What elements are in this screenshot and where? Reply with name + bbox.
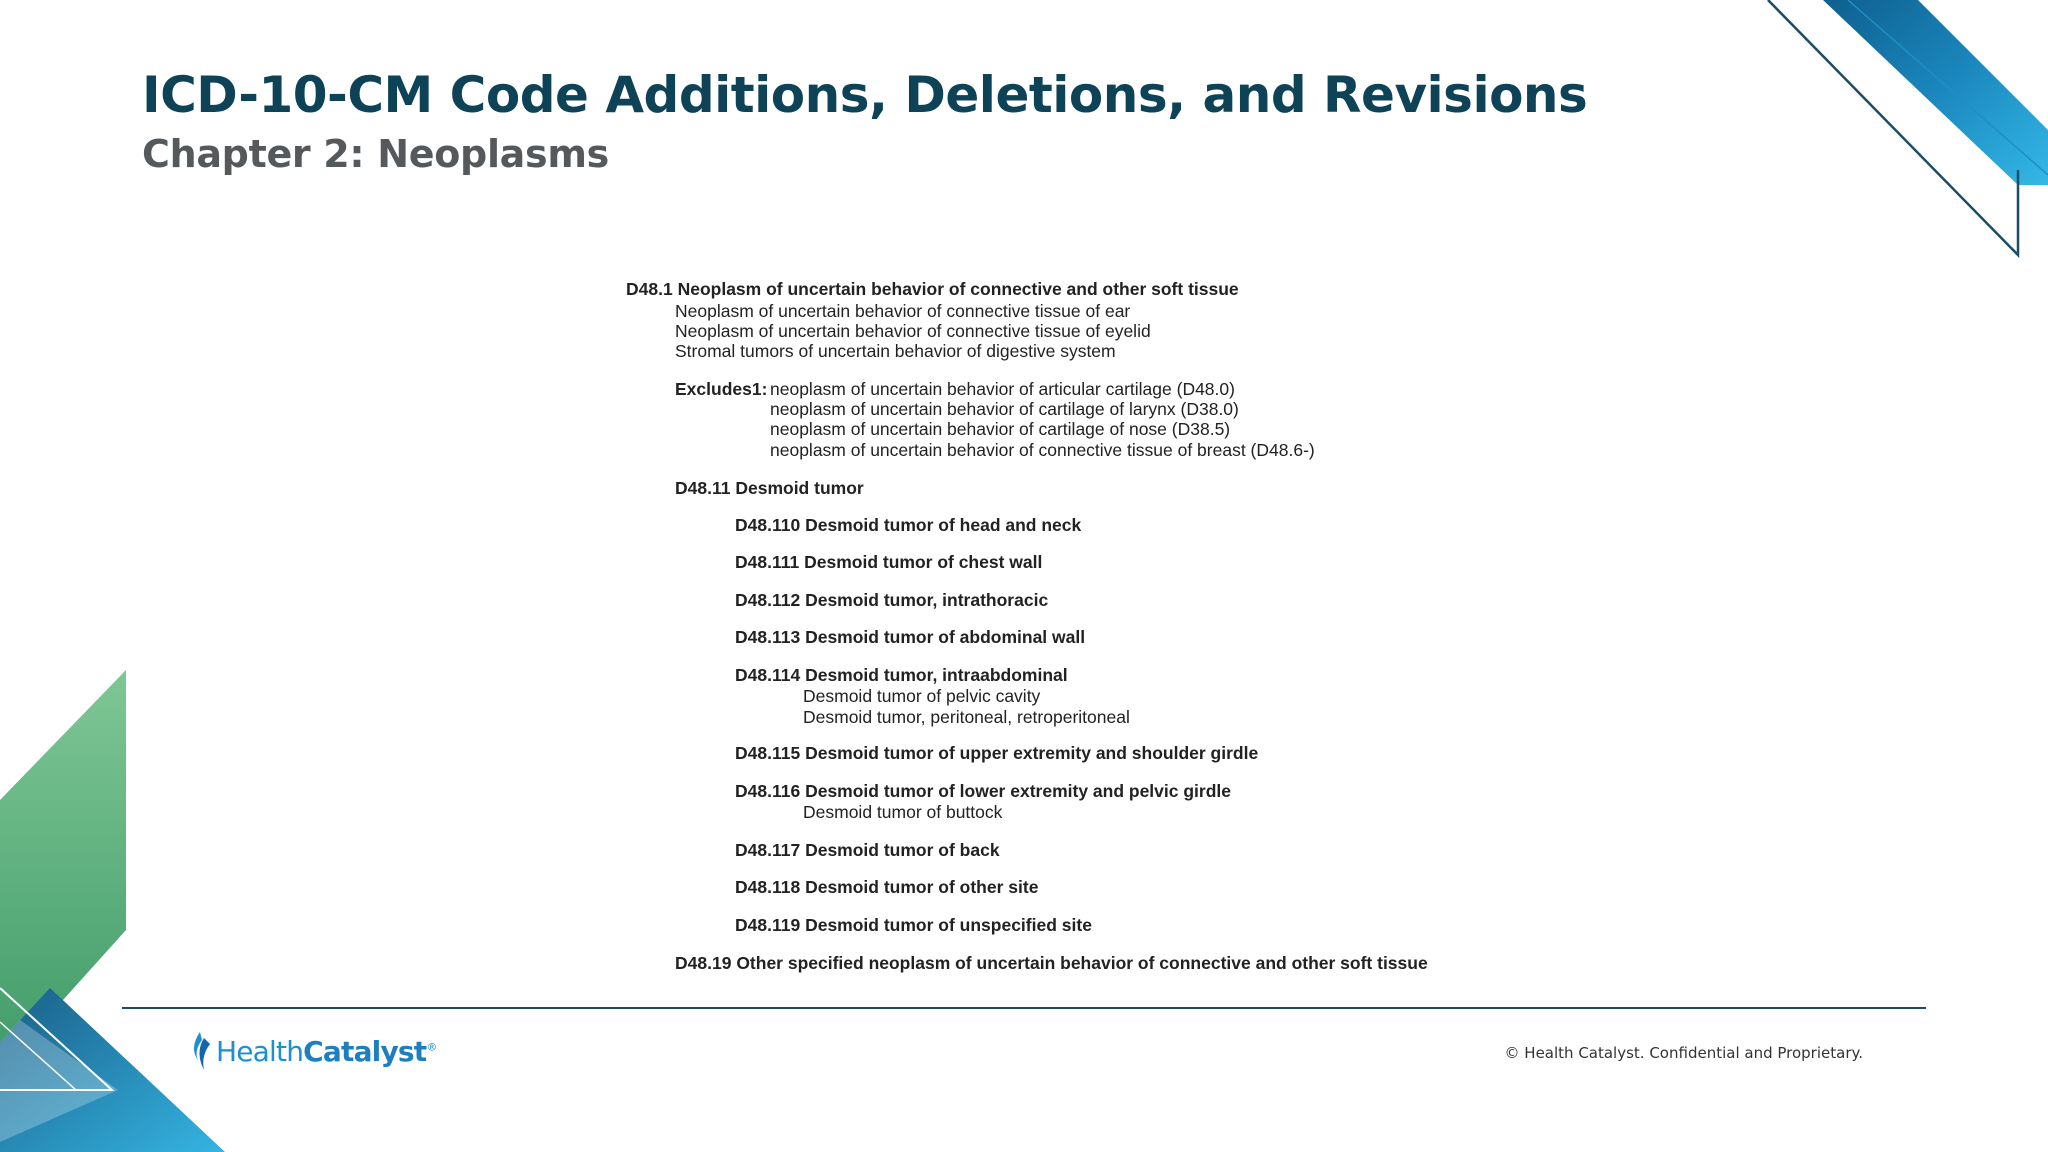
inclusion-term: Desmoid tumor, peritoneal, retroperitoneal (803, 707, 1130, 727)
code-number: D48.111 (735, 552, 800, 572)
code-description: Desmoid tumor (735, 478, 864, 498)
code-number: D48.112 (735, 590, 801, 610)
slide-title: ICD-10-CM Code Additions, Deletions, and Revisions (142, 66, 1588, 124)
copyright-notice: © Health Catalyst. Confidential and Proprietary. (1504, 1044, 1863, 1062)
code-description: Desmoid tumor of head and neck (805, 515, 1082, 535)
code-description: Desmoid tumor, intraabdominal (805, 665, 1068, 685)
code-description: Neoplasm of uncertain behavior of connective and other soft tissue (677, 279, 1239, 299)
excludes-term: neoplasm of uncertain behavior of connective tissue of breast (D48.6-) (770, 440, 1315, 460)
excludes1-label: Excludes1: (675, 379, 768, 399)
code-number: D48.110 (735, 515, 801, 535)
code-number: D48.114 (735, 665, 801, 685)
excludes-term: neoplasm of uncertain behavior of cartilage of larynx (D38.0) (770, 399, 1239, 419)
registered-mark: ® (426, 1040, 437, 1054)
code-number: D48.119 (735, 915, 801, 935)
code-entry (735, 743, 1258, 764)
footer-divider (122, 1007, 1926, 1009)
code-entry (735, 915, 1092, 936)
code-description: Desmoid tumor of unspecified site (805, 915, 1092, 935)
code-description: Desmoid tumor, intrathoracic (805, 590, 1049, 610)
code-entry (735, 665, 1068, 686)
excludes-term: neoplasm of uncertain behavior of articular cartilage (D48.0) (770, 379, 1235, 399)
slide-subtitle: Chapter 2: Neoplasms (142, 132, 609, 176)
code-number: D48.11 (675, 478, 731, 498)
code-entry (735, 781, 1231, 802)
logo-wordmark (216, 1035, 437, 1068)
code-entry (675, 953, 1428, 974)
code-number: D48.117 (735, 840, 801, 860)
code-entry (735, 877, 1038, 898)
code-description: Desmoid tumor of abdominal wall (805, 627, 1086, 647)
code-number: D48.115 (735, 743, 801, 763)
inclusion-term: Desmoid tumor of buttock (803, 802, 1003, 822)
code-entry (626, 279, 1239, 300)
inclusion-term: Neoplasm of uncertain behavior of connective tissue of ear (675, 301, 1131, 321)
code-description: Other specified neoplasm of uncertain behavior of connective and other soft tissue (736, 953, 1428, 973)
excludes-term: neoplasm of uncertain behavior of cartilage of nose (D38.5) (770, 419, 1231, 439)
code-description: Desmoid tumor of upper extremity and shoulder girdle (805, 743, 1259, 763)
logo-word-catalyst: Catalyst (303, 1034, 427, 1068)
code-entry (735, 627, 1085, 648)
code-number: D48.118 (735, 877, 801, 897)
code-number: D48.19 (675, 953, 732, 973)
flame-logo-icon (188, 1030, 214, 1072)
code-number: D48.116 (735, 781, 801, 801)
code-description: Desmoid tumor of lower extremity and pelvic girdle (805, 781, 1232, 801)
health-catalyst-logo (188, 1030, 437, 1072)
code-entry (735, 840, 1000, 861)
code-number: D48.113 (735, 627, 801, 647)
logo-word-health: Health (216, 1034, 304, 1068)
code-description: Desmoid tumor of back (805, 840, 1000, 860)
inclusion-term: Stromal tumors of uncertain behavior of digestive system (675, 341, 1116, 361)
inclusion-term: Neoplasm of uncertain behavior of connective tissue of eyelid (675, 321, 1151, 341)
code-entry (675, 478, 864, 499)
code-entry (735, 515, 1081, 536)
code-description: Desmoid tumor of other site (805, 877, 1039, 897)
inclusion-term: Desmoid tumor of pelvic cavity (803, 686, 1041, 706)
code-entry (735, 552, 1042, 573)
code-description: Desmoid tumor of chest wall (804, 552, 1043, 572)
code-number: D48.1 (626, 279, 673, 299)
code-entry (735, 590, 1048, 611)
